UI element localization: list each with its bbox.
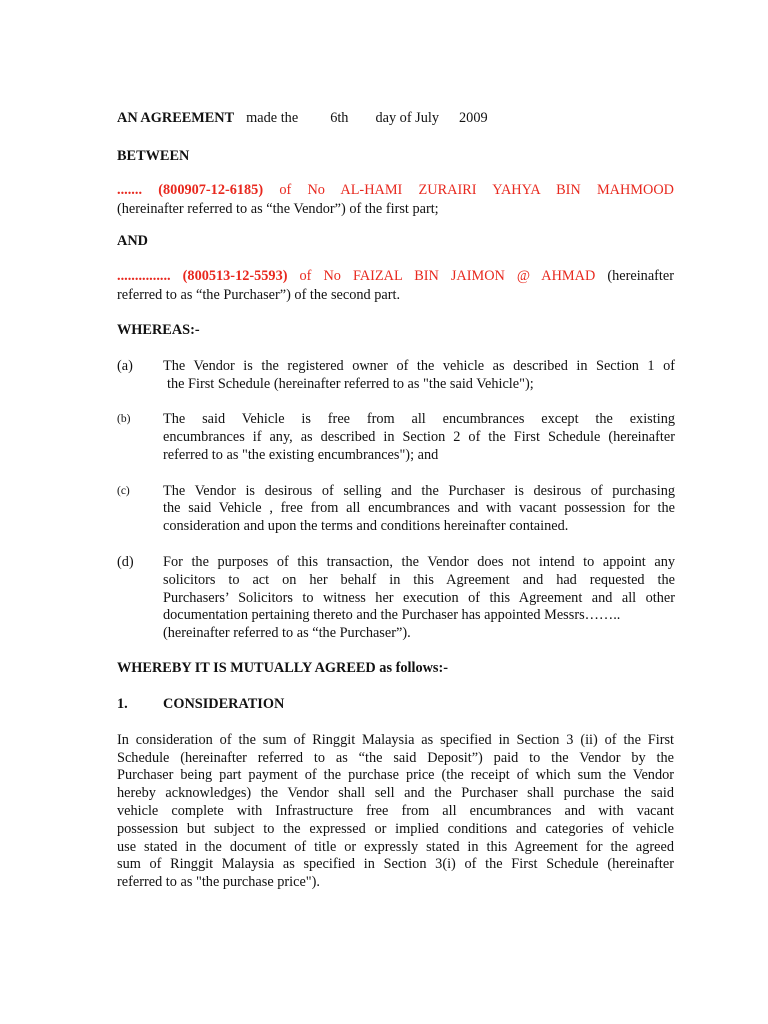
- recital-a-line-2: the First Schedule (hereinafter referred to as "the said Vehicle");: [167, 376, 534, 392]
- day-number: 6th: [330, 110, 349, 126]
- recital-c-line-3: consideration and upon the terms and conditions hereinafter contained.: [163, 518, 569, 534]
- purchaser-line-1: [117, 268, 674, 285]
- vendor-of-no: of No: [279, 182, 325, 198]
- agreement-line: [117, 110, 488, 127]
- purchaser-tail: (hereinafter: [607, 268, 675, 284]
- recital-d-line-3: Purchasers’ Solicitors to witness her execution of this Agreement and all other: [163, 590, 675, 606]
- vendor-line-1: [117, 182, 674, 199]
- whereas-heading: WHEREAS:-: [117, 322, 200, 338]
- whereby-bold: WHEREBY IT IS MUTUALLY AGREED: [117, 660, 376, 676]
- section-1-line-5: vehicle complete with Infrastructure free from all encumbrances and with vacant: [117, 803, 674, 819]
- recital-label-c: (c): [117, 485, 130, 497]
- recital-d-line-4: documentation pertaining thereto and the Purchaser has appointed Messrs……..: [163, 607, 621, 623]
- recital-label-a: (a): [117, 358, 133, 374]
- whereby-heading: [117, 660, 448, 677]
- day-of-month: day of July: [375, 110, 440, 126]
- between-heading: BETWEEN: [117, 148, 190, 164]
- purchaser-line-2: referred to as “the Purchaser”) of the second part.: [117, 287, 401, 303]
- section-1-line-8: sum of Ringgit Malaysia as specified in Section 3(i) of the First Schedule (hereinafter: [117, 856, 674, 872]
- purchaser-dots: ...............: [117, 268, 171, 284]
- recital-d-line-1: For the purposes of this transaction, the Vendor does not intend to appoint any: [163, 554, 675, 570]
- recital-d-line-2: solicitors to act on her behalf in this Agreement and had requested the: [163, 572, 675, 588]
- section-1-line-6: possession but subject to the expressed or implied conditions and categories of vehicle: [117, 821, 674, 837]
- purchaser-of-no: of No: [299, 268, 341, 284]
- agreement-title: AN AGREEMENT: [117, 110, 235, 126]
- agreement-year: 2009: [459, 110, 488, 126]
- section-1-line-9: referred to as "the purchase price").: [117, 874, 320, 890]
- section-1-line-4: hereby acknowledges) the Vendor shall sell and the Purchaser shall purchase the said: [117, 785, 674, 801]
- recital-a-line-1: The Vendor is the registered owner of the vehicle as described in Section 1 of: [163, 358, 675, 374]
- vendor-name: AL-HAMI ZURAIRI YAHYA BIN MAHMOOD: [340, 182, 674, 198]
- vendor-ic: (800907-12-6185): [158, 182, 264, 198]
- recital-b-line-3: referred to as "the existing encumbrances"); and: [163, 447, 439, 463]
- section-1-line-3: Purchaser being part payment of the purchase price (the receipt of which sum the Vendor: [117, 767, 674, 783]
- recital-label-d: (d): [117, 554, 134, 570]
- purchaser-name: FAIZAL BIN JAIMON @ AHMAD: [352, 268, 596, 284]
- made-the-text: made the: [246, 110, 299, 126]
- vendor-dots: .......: [117, 182, 143, 198]
- section-1-number: 1.: [117, 696, 128, 712]
- section-1-line-7: use stated in the document of title or expressly stated in this Agreement for the agreed: [117, 839, 674, 855]
- vendor-line-2: (hereinafter referred to as “the Vendor”) of the first part;: [117, 201, 439, 217]
- and-heading: AND: [117, 233, 148, 249]
- purchaser-ic: (800513-12-5593): [182, 268, 288, 284]
- section-1-title: CONSIDERATION: [163, 696, 285, 712]
- recital-d-line-5: (hereinafter referred to as “the Purchaser”).: [163, 625, 411, 641]
- recital-label-b: (b): [117, 413, 131, 425]
- recital-b-line-1: The said Vehicle is free from all encumbrances except the existing: [163, 411, 675, 427]
- recital-c-line-2: the said Vehicle , free from all encumbrances and with vacant possession for the: [163, 500, 675, 516]
- recital-b-line-2: encumbrances if any, as described in Section 2 of the First Schedule (hereinafter: [163, 429, 675, 445]
- section-1-line-2: Schedule (hereinafter referred to as “the said Deposit”) paid to the Vendor by the: [117, 750, 674, 766]
- whereby-rest: as follows:-: [375, 660, 449, 676]
- section-1-line-1: In consideration of the sum of Ringgit Malaysia as specified in Section 3 (ii) of the First: [117, 732, 674, 748]
- recital-c-line-1: The Vendor is desirous of selling and the Purchaser is desirous of purchasing: [163, 483, 675, 499]
